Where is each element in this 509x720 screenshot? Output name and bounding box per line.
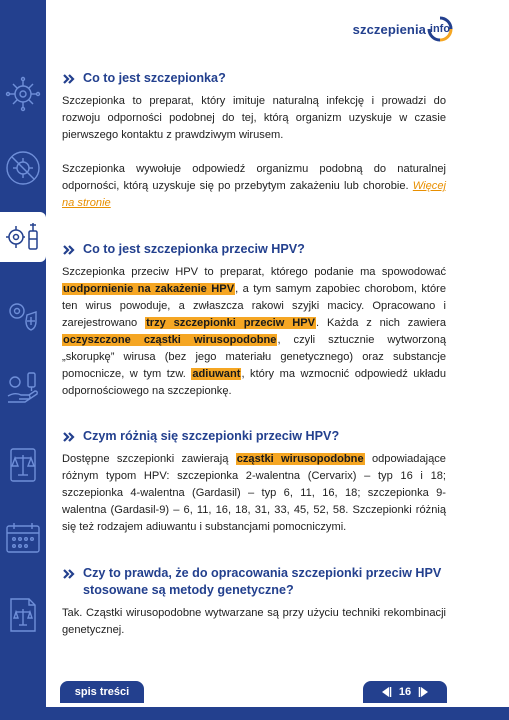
- prev-page-icon[interactable]: [379, 685, 393, 699]
- section-genetic-methods: [62, 565, 446, 639]
- chevron-right-icon: [62, 243, 76, 257]
- section-hpv-vaccine: [62, 241, 446, 400]
- paragraph: [62, 451, 446, 536]
- paragraph-text: , a tym samym zapobiec chorobom, które ten wirus powoduje, a zwłaszcza rakowi szyjki macicy. Opracowano i zarejestrowano: [62, 283, 446, 329]
- vaccine-vial-icon[interactable]: [0, 212, 46, 262]
- brand-logo[interactable]: [353, 14, 453, 44]
- sidebar: [0, 0, 46, 720]
- calendar-icon[interactable]: [3, 518, 43, 558]
- paragraph: Szczepionka to preparat, który imituje naturalną infekcję i prowadzi do rozwoju odporności podobnej do tej, którą organizm uzyskuje w czasie pierwszego kontaktu z prawdziwym wirusem.: [62, 95, 446, 141]
- section-title-text: Czym różnią się szczepionki przeciw HPV?: [83, 429, 340, 443]
- hand-vaccine-icon[interactable]: [3, 368, 43, 408]
- chevron-right-icon: [62, 72, 76, 86]
- page-navigator: [363, 681, 447, 703]
- paragraph: [62, 264, 446, 400]
- shield-vaccine-icon[interactable]: [3, 295, 43, 335]
- law-document-icon[interactable]: [3, 595, 43, 635]
- no-virus-icon[interactable]: [3, 148, 43, 188]
- chevron-right-icon: [62, 430, 76, 444]
- logo-suffix: info: [429, 23, 451, 35]
- paragraph-text: odpowiadające różnym typom HPV: szczepionka 2-walentna (Cervarix) – typ 16 i 18; szczepionka 4-walentna (Gardasil) – typ 6, 11, 16, 18; szczepionka 9-walentna (Gardasil-9) – 6, 11, 16, 18, 31, 33, 45, 52, 58. Szczepionki różnią się też rodzajem adiuwantu i substancjami pomocniczymi.: [62, 453, 446, 533]
- footer-bar: [46, 707, 509, 720]
- highlight: cząstki wirusopodobne: [236, 453, 364, 465]
- highlight: oczyszczone cząstki wirusopodobne: [63, 334, 277, 346]
- paragraph: [62, 161, 446, 212]
- law-scales-icon[interactable]: [3, 445, 43, 485]
- section-hpv-differences: [62, 428, 446, 536]
- section-heading: [62, 428, 446, 445]
- virus-icon[interactable]: [3, 74, 43, 114]
- paragraph-text: . Każda z nich zawiera: [316, 317, 447, 329]
- highlight: trzy szczepionki przeciw HPV: [146, 317, 316, 329]
- section-title-text: Co to jest szczepionka?: [83, 71, 226, 85]
- section-title-text: Co to jest szczepionka przeciw HPV?: [83, 242, 305, 256]
- paragraph: Tak. Cząstki wirusopodobne wytwarzane są przy użyciu techniki rekombinacji genetycznej.: [62, 607, 446, 636]
- next-page-icon[interactable]: [417, 685, 431, 699]
- section-heading: [62, 70, 446, 87]
- paragraph-text: Szczepionka wywołuje odpowiedź organizmu podobną do naturalnej odporności, którą uzyskuje się po przebytym zakażeniu lub chorobie.: [62, 163, 446, 192]
- paragraph-text: , czyli sztucznie wytworzoną „skorupkę” wirusa (bez jego materiału genetycznego) oraz substancje pomocnicze, w tym tzw.: [62, 334, 446, 380]
- section-heading: [62, 241, 446, 258]
- logo-ring-icon: [427, 16, 453, 42]
- paragraph-text: Szczepionka przeciw HPV to preparat, którego podanie ma spowodować: [62, 266, 446, 278]
- toc-button[interactable]: spis treści: [60, 681, 144, 703]
- paragraph-text: Dostępne szczepionki zawierają: [62, 453, 236, 465]
- section-vaccine: [62, 70, 446, 212]
- chevron-right-icon: [62, 567, 76, 581]
- highlight: uodpornienie na zakażenie HPV: [63, 283, 235, 295]
- highlight: adiuwant: [192, 368, 241, 380]
- page-number: 16: [398, 686, 412, 698]
- logo-text: szczepienia: [352, 21, 426, 37]
- paragraph-text: , który ma wzmocnić odpowiedź układu odpornościowego na szczepionkę.: [62, 368, 446, 397]
- more-info-link[interactable]: Więcej na stronie: [62, 180, 446, 209]
- section-heading: [62, 565, 446, 599]
- section-title-text: Czy to prawda, że do opracowania szczepionki przeciw HPV stosowane są metody genetyczne?: [83, 566, 442, 597]
